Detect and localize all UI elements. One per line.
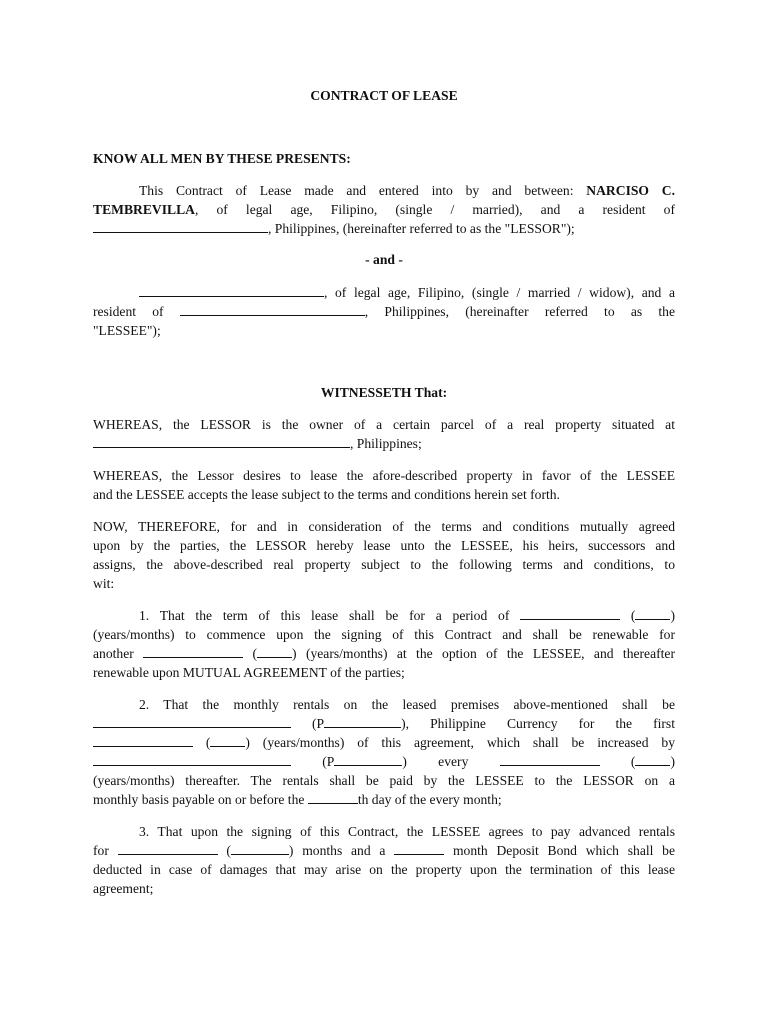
item2-line5: (years/months) thereafter. The rentals shall be paid by the LESSEE to the LESSOR on a: [93, 773, 675, 788]
para2-line3: "LESSEE");: [93, 323, 161, 338]
property-location-blank: [93, 435, 350, 448]
item2-line3: ( ) (years/months) of this agreement, which shall be increased by: [93, 733, 675, 753]
item1-line4: renewable upon MUTUAL AGREEMENT of the parties;: [93, 665, 405, 680]
para1-line3: , Philippines, (hereinafter referred to as the "LESSOR");: [93, 219, 675, 239]
advance-rental-figure-blank: [231, 842, 289, 855]
now-therefore-line2: upon by the parties, the LESSOR hereby lease unto the LESSEE, his heirs, successors and: [93, 538, 675, 553]
now-therefore-line1: NOW, THEREFORE, for and in consideration of the terms and conditions mutually agreed: [93, 519, 675, 534]
witnesseth-heading: WITNESSETH That:: [320, 385, 448, 400]
item1-line3: another ( ) (years/months) at the option of the LESSEE, and thereafter: [93, 646, 675, 661]
payment-day-blank: [308, 791, 358, 804]
lessor-name-first: NARCISO C.: [586, 183, 676, 198]
item3-line3: deducted in case of damages that may arise on the property upon the termination of this lease: [93, 862, 675, 877]
increase-amount-blank: [334, 753, 402, 766]
renewal-term-blank: [143, 645, 243, 658]
opening-heading: KNOW ALL MEN BY THESE PRESENTS:: [93, 151, 351, 166]
lessee-name-blank: [139, 284, 324, 297]
para1-line1: This Contract of Lease made and entered into by and between: NARCISO C.: [139, 183, 676, 198]
now-therefore-line3: assigns, the above-described real property subject to the following terms and conditions, to: [93, 557, 675, 572]
para2-line1: , of legal age, Filipino, (single / married / widow), and a: [93, 283, 675, 303]
increase-interval-blank: [500, 753, 600, 766]
whereas1-line1: WHEREAS, the LESSOR is the owner of a certain parcel of a real property situated at: [93, 417, 675, 432]
lessee-residence-blank: [180, 303, 365, 316]
lessor-residence-blank: [93, 220, 268, 233]
item2-line4: (P ) every ( ): [93, 752, 675, 772]
increase-interval-figure-blank: [635, 753, 670, 766]
whereas2-line2: and the LESSEE accepts the lease subject to the terms and conditions herein set forth.: [93, 487, 560, 502]
item2-line6: monthly basis payable on or before the th day of the every month;: [93, 792, 502, 807]
item1-line1: 1. That the term of this lease shall be for a period of ( ): [139, 608, 675, 623]
lease-term-figure-blank: [635, 607, 670, 620]
increase-words-blank: [93, 753, 291, 766]
item3-line4: agreement;: [93, 881, 154, 896]
item2-line2: (P ), Philippine Currency for the first: [93, 714, 675, 734]
lease-term-blank: [520, 607, 620, 620]
monthly-rental-amount-blank: [324, 715, 401, 728]
initial-period-blank: [93, 734, 193, 747]
para2-line2: resident of , Philippines, (hereinafter referred to as the: [93, 304, 675, 319]
item1-line2: (years/months) to commence upon the signing of this Contract and shall be renewable for: [93, 627, 675, 642]
now-therefore-line4: wit:: [93, 576, 115, 591]
whereas2-line1: WHEREAS, the Lessor desires to lease the afore-described property in favor of the LESSEE: [93, 468, 675, 483]
item3-line2: for ( ) months and a month Deposit Bond which shall be: [93, 843, 675, 858]
para1-line2: TEMBREVILLA, of legal age, Filipino, (single / married), and a resident of: [93, 202, 675, 217]
monthly-rental-words-blank: [93, 715, 291, 728]
and-separator: - and -: [365, 252, 403, 267]
whereas1-line2: , Philippines;: [93, 434, 675, 454]
item3-line1: 3. That upon the signing of this Contract, the LESSEE agrees to pay advanced rentals: [139, 824, 675, 839]
item2-line1: 2. That the monthly rentals on the leased premises above-mentioned shall be: [139, 697, 675, 712]
deposit-bond-blank: [394, 842, 444, 855]
renewal-term-figure-blank: [257, 645, 292, 658]
initial-period-figure-blank: [210, 734, 245, 747]
lessor-name-last: TEMBREVILLA: [93, 202, 195, 217]
advance-rental-blank: [118, 842, 218, 855]
document-title: CONTRACT OF LEASE: [310, 88, 458, 103]
